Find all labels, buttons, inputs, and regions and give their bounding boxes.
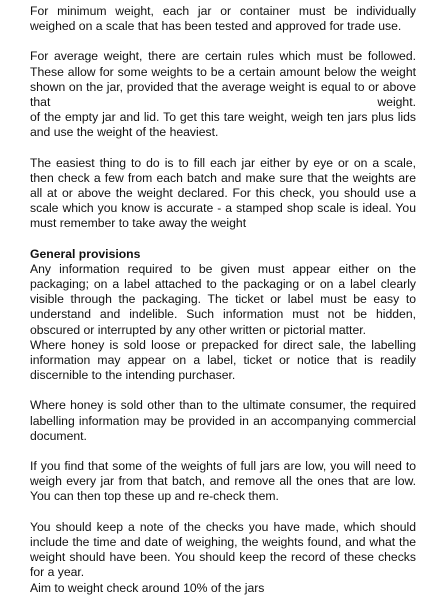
general-provisions-loose: Where honey is sold loose or prepacked for direct sale, the labelling information may appear on a label, ticket or notice that is readily discernible to the intending purchaser. (30, 337, 416, 383)
average-weight-intro: For average weight, there are certain rules which must be followed. These allow for some weights to be a certain amount below the weight shown on the jar, provided that the average weight is equal to or above that weight. (30, 49, 416, 110)
final-line: Aim to weight check around 10% of the jars (30, 580, 265, 595)
general-provisions-heading: General provisions (30, 246, 141, 261)
average-weight-tare: of the empty jar and lid. To get this tare weight, weigh ten jars plus lids and use the weight of the heaviest. (30, 110, 416, 140)
paragraph-low-weights: If you find that some of the weights of full jars are low, you will need to weigh every jar from that batch, and remove all the ones that are low. You can then top these up and re-check them. (30, 459, 416, 504)
general-provisions-body: Any information required to be given must appear either on the packaging; on a label attached to the packaging or on a label clearly visible through the packaging. The ticket or label must be easy to understand and indelible. Such information must not be hidden, obscured or interrupted by any other written or pictorial matter. (30, 261, 416, 337)
paragraph-average-weight (30, 49, 416, 140)
general-provisions-section (30, 247, 416, 384)
paragraph-minimum-weight: For minimum weight, each jar or container must be individually weighed on a scale that has been tested and approved for trade use. (30, 4, 416, 34)
paragraph-other-than-consumer: Where honey is sold other than to the ultimate consumer, the required labelling information may be provided in an accompanying commercial document. (30, 398, 416, 443)
paragraph-records: You should keep a note of the checks you have made, which should include the time and date of weighing, the weights found, and what the weight should have been. You should keep the record of these checks for a year. (30, 519, 416, 580)
paragraph-easiest-method: The easiest thing to do is to fill each jar either by eye or on a scale, then check a few from each batch and make sure that the weights are all at or above the weight declared. For this check, you should use a scale which you know is accurate - a stamped shop scale is ideal. You must remember to take away the weight (30, 155, 416, 231)
